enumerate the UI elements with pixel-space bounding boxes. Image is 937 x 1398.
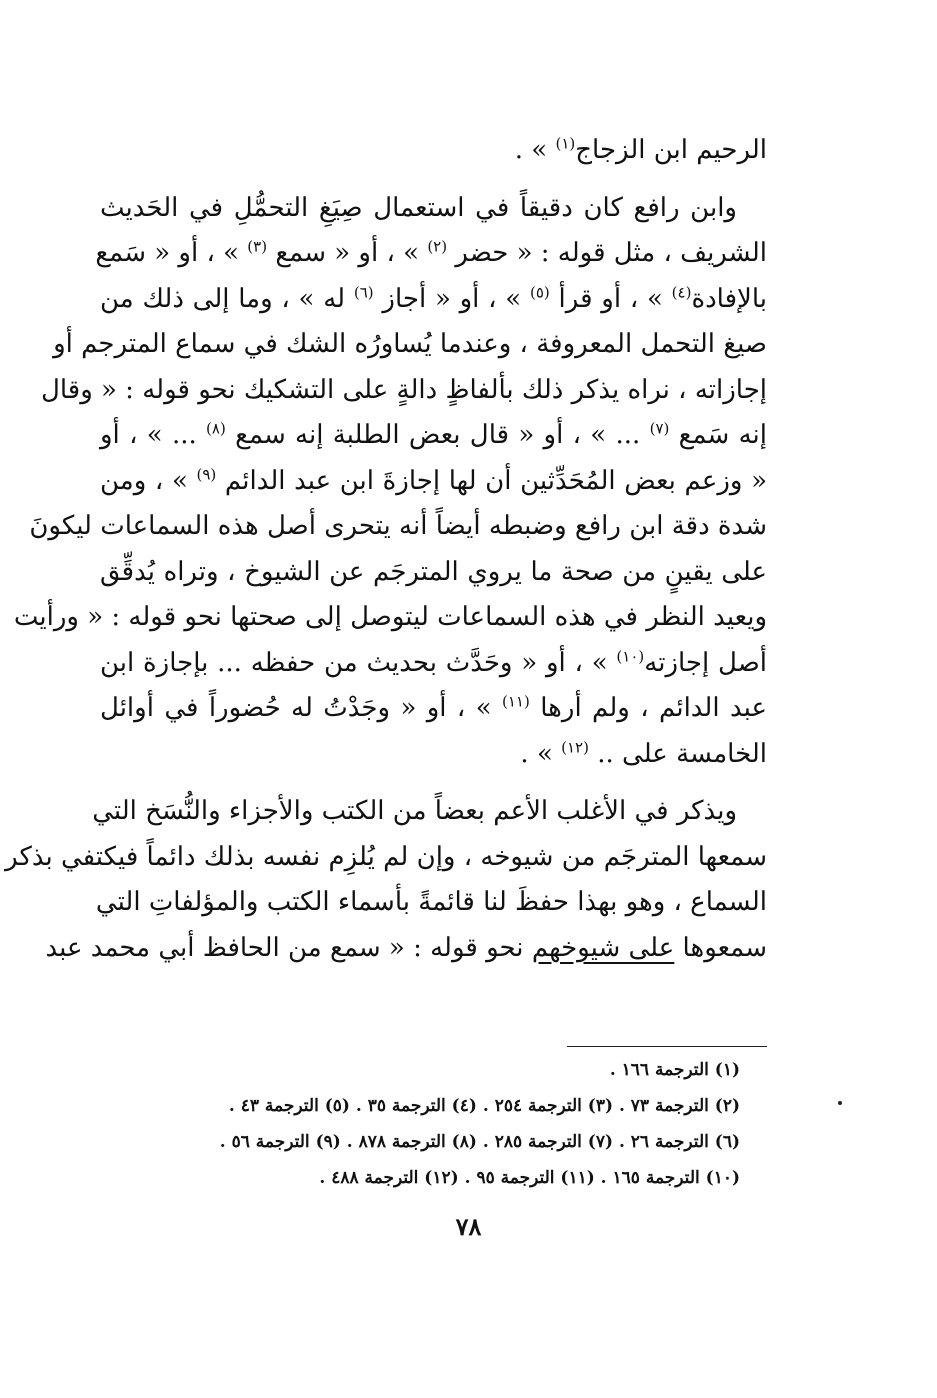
text-line: على يقينٍ من صحة ما يروي المترجَم عن الشيوخ ، وتراه يُدقِّق [100,556,767,587]
stray-mark [838,1101,842,1105]
text-line: ويعيد النظر في هذه السماعات ليتوصل إلى صحتها نحو قوله : « ورأيت [13,602,767,632]
page-number: ٧٨ [455,1212,482,1241]
text-line: عبد الدائم ، ولم أرها $^{(١١)}$ » ، أو « وجَدْتُ له حُضوراً في أوائل [100,692,767,723]
text-line: السماع ، وهو بهذا حفظَ لنا قائمةً بأسماء الكتب والمؤلفاتِ التي [95,887,767,917]
text-line: إجازاته ، نراه يذكر ذلك بألفاظٍ دالةٍ على التشكيك نحو قوله : « وقال [40,374,767,405]
paragraph-1 [100,128,767,174]
footnote-line: (٦) الترجمة ٢٦ . (٧) الترجمة ٢٨٥ . (٨) الترجمة ٨٧٨ . (٩) الترجمة ٥٦ . [219,1132,740,1152]
text-line: سمعها المترجَم من شيوخه ، وإن لم يُلزِم نفسه بذلك دائماً فيكتفي بذكر [5,841,767,872]
text-line: إنه سَمع $^{(٧)}$ ... » ، أو « قال بعض الطلبة إنه سمع $^{(٨)}$ ... » ، أو [100,419,767,450]
footnote-separator [567,1046,767,1047]
text-line: بالإفادة$^{(٤)}$ » ، أو قرأ $^{(٥)}$ » ، أو « أجاز $^{(٦)}$ له » ، وما إلى ذلك من [100,282,767,314]
paragraph-2 [13,186,767,778]
text-line: صيغ التحمل المعروفة ، وعندما يُساورُه الشك في سماع المترجم أو [53,329,767,359]
footnotes [100,1052,740,1196]
text-line: الشريف ، مثل قوله : « حضر $^{(٢)}$ » ، أو « سمع $^{(٣)}$ » ، أو « سَمع [95,237,767,268]
text-line: أصل إجازته$^{(١٠)}$ » ، أو « وحَدَّث بحديث من حفظه ... بإجازة ابن [100,646,767,678]
text-line: ويذكر في الأغلب الأعم بعضاً من الكتب والأجزاء والنُّسَخ التي [92,796,737,826]
text-line: الخامسة على .. $^{(١٢)}$ » . [520,737,767,769]
footnote-line: (٢) الترجمة ٧٣ . (٣) الترجمة ٢٥٤ . (٤) الترجمة ٣٥ . (٥) الترجمة ٤٣ . [228,1096,740,1116]
text-line: شدة دقة ابن رافع وضبطه أيضاً أنه يتحرى أصل هذه السماعات ليكونَ [29,511,767,541]
footnote-line: (١٠) الترجمة ١٦٥ . (١١) الترجمة ٩٥ . (١٢) الترجمة ٤٨٨ . [319,1168,740,1188]
page-body [5,128,767,971]
footnote-line: (١) الترجمة ١٦٦ . [609,1060,740,1080]
text-line: وابن رافع كان دقيقاً في استعمال صِيَغِ التحمُّلِ في الحَديث [100,192,737,223]
text-line: الرحيم ابن الزجاج$^{(١)}$ » . [514,134,767,165]
paragraph-3 [5,789,767,971]
text-line: « وزعم بعض المُحَدِّثين أن لها إجازةَ ابن عبد الدائم $^{(٩)}$ » ، ومن [100,464,767,496]
text-line: سمعوها على شيوخهم نحو قوله : « سمع من الحافظ أبي محمد عبد [45,932,767,963]
